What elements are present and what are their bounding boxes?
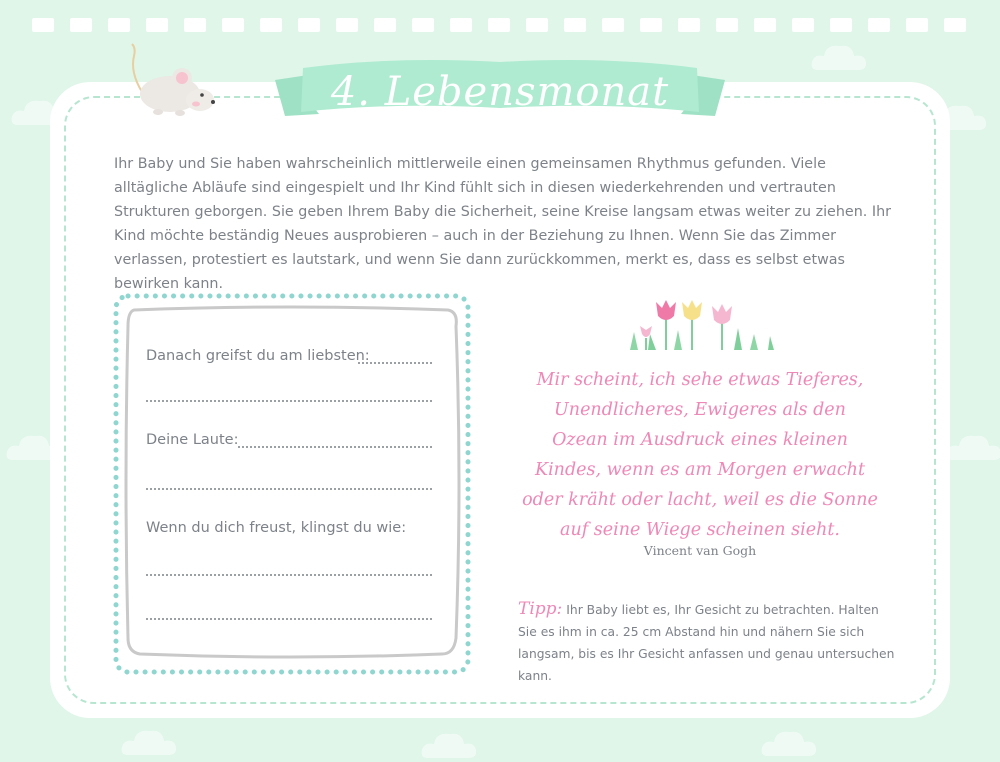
page-title: 4. Lebensmonat [330,69,670,115]
answer-line[interactable] [238,446,432,448]
cloud-icon [120,725,180,759]
tip-label: Tipp: [518,599,563,619]
answer-line[interactable] [146,618,432,620]
cloud-icon [760,726,820,760]
cloud-icon [945,430,1000,464]
quote-line: oder kräht oder lacht, weil es die Sonne [522,490,878,510]
answer-line[interactable] [146,488,432,490]
tip-text: Ihr Baby liebt es, Ihr Gesicht zu betrachten. Halten Sie es ihm in ca. 25 cm Abstand hin und nähern Sie sich langsam, bis es Ihr Gesicht anfassen und genau untersuchen kann. [518,603,895,683]
quote-line: auf seine Wiege scheinen sieht. [560,520,840,540]
field-label-favorite: Danach greifst du am liebsten: [146,348,370,364]
quote-author: Vincent van Gogh [643,543,757,558]
quote-line: Mir scheint, ich sehe etwas Tieferes, [536,370,864,390]
mouse-icon [122,42,222,122]
cloud-icon [810,40,870,74]
tulips-icon [626,290,776,352]
quote-line: Kindes, wenn es am Morgen erwacht [535,460,865,480]
intro-paragraph: Ihr Baby und Sie haben wahrscheinlich mittlerweile einen gemeinsamen Rhythmus gefunden. Viele alltägliche Abläufe sind eingespielt und Ihr Kind fühlt sich in diesen wiederkehrenden und vertrauten Strukturen geborgen. Sie geben Ihrem Baby die Sicherheit, seine Kreise langsam etwas weiter zu ziehen. Ihr Kind möchte beständig Neues ausprobieren – auch in der Beziehung zu Ihnen. Wenn Sie das Zimmer verlassen, protestiert es lautstark, und wenn Sie dann zurückkommen, merkt es, dass es selbst etwas bewirken kann. [114,156,892,292]
answer-line[interactable] [146,400,432,402]
tip-block [518,598,898,687]
field-label-sounds: Deine Laute: [146,432,239,448]
answer-line[interactable] [146,574,432,576]
field-label-happy: Wenn du dich freust, klingst du wie: [146,520,407,536]
quote-line: Ozean im Ausdruck eines kleinen [552,430,848,450]
binding-holes [0,18,1000,38]
cloud-icon [420,728,480,762]
quote-line: Unendlicheres, Ewigeres als den [554,400,846,420]
answer-line[interactable] [358,362,432,364]
quote-block [505,365,895,545]
